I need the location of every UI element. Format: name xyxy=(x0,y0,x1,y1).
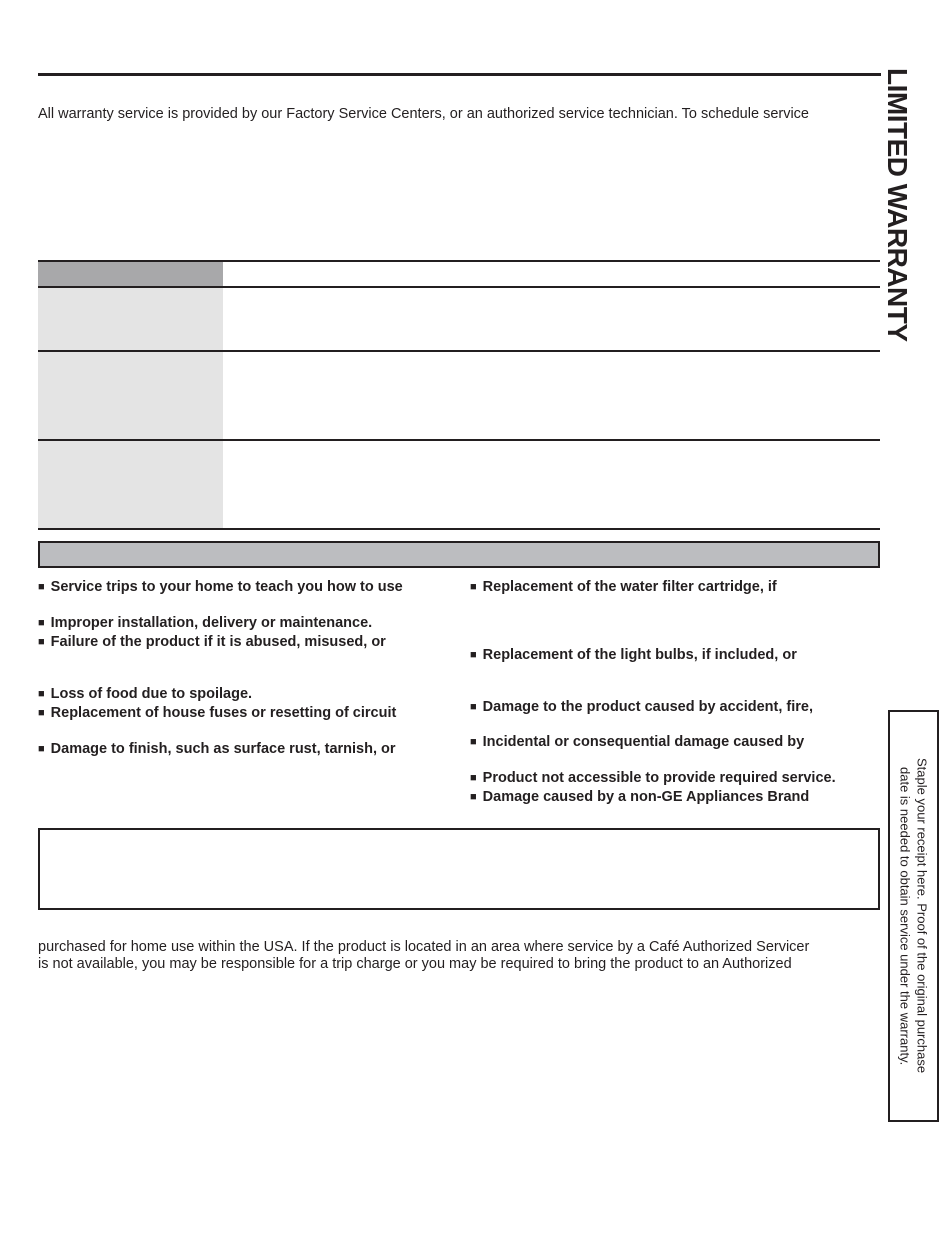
table-rule xyxy=(38,350,880,352)
table-rule xyxy=(38,528,880,530)
bullet-square-icon: ■ xyxy=(470,649,477,661)
bullet-square-icon: ■ xyxy=(470,791,477,803)
bullet-square-icon: ■ xyxy=(470,772,477,784)
intro-text: All warranty service is provided by our Factory Service Centers, or an authorized service technician. To schedule service xyxy=(38,106,809,122)
coverage-paragraph: purchased for home use within the USA. If the product is located in an area where service by a Café Authorized Servicer is not available, you may be responsible for a trip charge or you may be required to bring the product to an Authorized xyxy=(38,939,810,972)
notice-box xyxy=(38,828,880,910)
warranty-table xyxy=(38,260,880,530)
bullet-square-icon: ■ xyxy=(38,688,45,700)
exclusion-item: ■ Service trips to your home to teach you how to use xyxy=(38,579,403,595)
exclusion-item: ■ Product not accessible to provide required service. xyxy=(470,770,836,786)
exclusion-item: ■ Replacement of the water filter cartridge, if xyxy=(470,579,777,595)
exclusion-item: ■ Replacement of the light bulbs, if included, or xyxy=(470,647,797,663)
exclusion-item: ■ Damage to the product caused by accident, fire, xyxy=(470,699,814,715)
table-header-cell xyxy=(38,260,223,287)
table-rule xyxy=(38,260,880,262)
top-rule xyxy=(38,73,881,76)
exclusion-item: ■ Improper installation, delivery or maintenance. xyxy=(38,615,373,631)
bullet-square-icon: ■ xyxy=(470,701,477,713)
bullet-square-icon: ■ xyxy=(38,617,45,629)
table-row-2-label-cell xyxy=(38,351,223,440)
exclusion-item: ■ Loss of food due to spoilage. xyxy=(38,686,253,702)
side-title: LIMITED WARRANTY xyxy=(882,68,913,342)
bullet-square-icon: ■ xyxy=(38,743,45,755)
bullet-square-icon: ■ xyxy=(38,636,45,648)
exclusion-item: ■ Replacement of house fuses or resetting of circuit xyxy=(38,705,397,721)
bullet-square-icon: ■ xyxy=(470,581,477,593)
receipt-staple-box: Staple your receipt here. Proof of the original purchase date is needed to obtain service under the warranty. xyxy=(888,710,939,1122)
exclusion-item: ■ Incidental or consequential damage caused by xyxy=(470,734,805,750)
bullet-square-icon: ■ xyxy=(38,707,45,719)
table-row-3-label-cell xyxy=(38,440,223,529)
exclusion-item: ■ Damage caused by a non-GE Appliances Brand xyxy=(470,789,810,805)
table-row-1-label-cell xyxy=(38,287,223,351)
exclusion-item: ■ Failure of the product if it is abused, misused, or xyxy=(38,634,386,650)
table-rule xyxy=(38,439,880,441)
bullet-square-icon: ■ xyxy=(470,736,477,748)
table-rule xyxy=(38,286,880,288)
exclusion-item: ■ Damage to finish, such as surface rust, tarnish, or xyxy=(38,741,396,757)
bullet-square-icon: ■ xyxy=(38,581,45,593)
exclusions-header-bar xyxy=(38,541,880,568)
